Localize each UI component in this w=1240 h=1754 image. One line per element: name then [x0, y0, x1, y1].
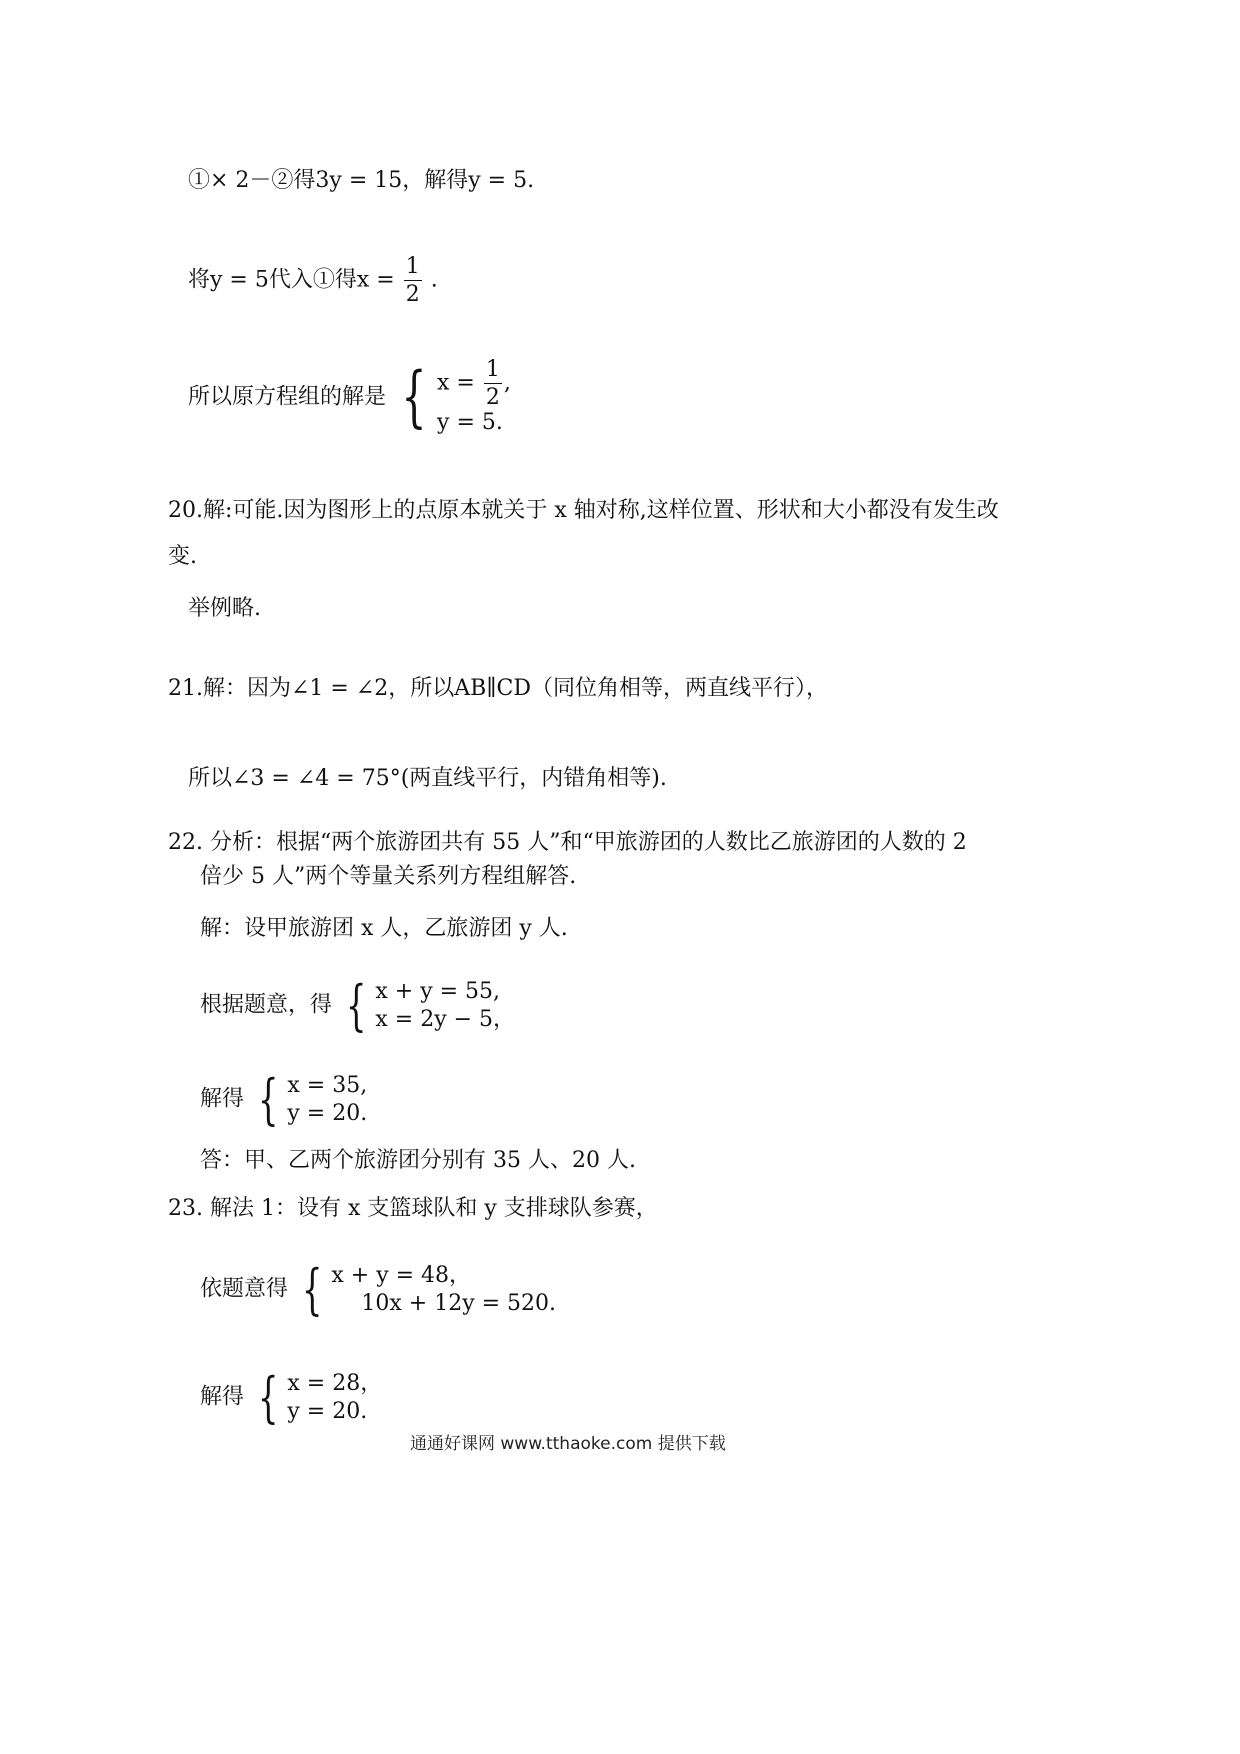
- text-line: 所以原方程组的解是: [188, 384, 387, 410]
- q22-answer: [200, 1150, 636, 1172]
- text-line: 举例略.: [188, 596, 261, 621]
- text-line: 解：设甲旅游团 x 人，乙旅游团 y 人.: [200, 916, 568, 941]
- fraction-numerator: 1: [404, 255, 422, 281]
- text-line: 根据题意，得: [200, 992, 333, 1018]
- q22-line-1: [168, 832, 967, 854]
- left-brace-icon: {: [301, 1257, 323, 1321]
- text-line: 答：甲、乙两个旅游团分别有 35 人、20 人.: [200, 1148, 636, 1173]
- left-brace-icon: {: [401, 358, 427, 436]
- text-line: 解得: [200, 1086, 245, 1112]
- fraction-numerator: 1: [484, 358, 502, 384]
- equation-system: [251, 1365, 383, 1429]
- equation: x + y = 55,: [375, 979, 501, 1004]
- step-eliminate: [188, 170, 534, 192]
- text-line: ①× 2－②得3y = 15，解得y = 5.: [188, 168, 535, 193]
- text-line: 22. 分析：根据“两个旅游团共有 55 人”和“甲旅游团的人数比乙旅游团的人数的 2: [168, 830, 967, 855]
- fraction: [404, 255, 422, 306]
- q22-result: [200, 1067, 368, 1131]
- equation: 10x + 12y = 520.: [361, 1290, 557, 1316]
- equation: y = 20.: [287, 1398, 368, 1424]
- text-line: 倍少 5 人”两个等量关系列方程组解答.: [200, 864, 577, 889]
- equation-system: [339, 973, 516, 1037]
- equation-system: [393, 358, 511, 437]
- punctuation: .: [430, 267, 438, 293]
- equation: x + y = 48，: [331, 1263, 472, 1288]
- fraction-denominator: 2: [485, 385, 500, 411]
- q23-result: [200, 1365, 383, 1429]
- q20-line-1: [168, 500, 999, 522]
- text-line: 所以∠3 = ∠4 = 75°(两直线平行，内错角相等).: [188, 766, 667, 791]
- equation: [437, 358, 511, 409]
- footer-text: 通通好课网 www.tthaoke.com 提供下载: [410, 1434, 726, 1454]
- solution-system: [188, 358, 511, 437]
- q20-line-3: [188, 598, 261, 620]
- left-brace-icon: {: [345, 973, 367, 1037]
- q22-line-3: [200, 918, 568, 940]
- step-substitute: [188, 255, 438, 306]
- equation: y = 20.: [287, 1100, 368, 1126]
- equation-lhs: x =: [437, 370, 475, 396]
- left-brace-icon: {: [257, 1365, 279, 1429]
- page-footer: [410, 1436, 726, 1453]
- q22-system: [200, 973, 516, 1037]
- equation-system: [251, 1067, 368, 1131]
- equation: x = 35,: [287, 1073, 368, 1098]
- q23-line-1: [168, 1198, 658, 1220]
- fraction: [484, 358, 502, 409]
- equation: x = 28，: [287, 1371, 383, 1396]
- q20-line-2: [168, 546, 197, 568]
- text-line: 21.解：因为∠1 = ∠2，所以AB∥CD（同位角相等，两直线平行），: [168, 676, 828, 701]
- punctuation: ,: [503, 370, 511, 396]
- left-brace-icon: {: [257, 1067, 279, 1131]
- equation: y = 5.: [437, 410, 503, 436]
- text-line: 23. 解法 1：设有 x 支篮球队和 y 支排球队参赛，: [168, 1196, 658, 1221]
- q23-system: [200, 1257, 557, 1321]
- q21-line-1: [168, 678, 828, 700]
- q21-line-2: [188, 768, 667, 790]
- text-line: 解得: [200, 1384, 245, 1410]
- fraction-denominator: 2: [405, 282, 420, 308]
- text-line: 20.解:可能.因为图形上的点原本就关于 x 轴对称,这样位置、形状和大小都没有发生改: [168, 498, 999, 523]
- equation-system: [295, 1257, 557, 1321]
- text-line: 将y = 5代入①得x =: [188, 267, 395, 293]
- q22-line-2: [200, 866, 576, 888]
- equation: x = 2y − 5，: [375, 1006, 516, 1032]
- text-line: 依题意得: [200, 1276, 289, 1302]
- text-line: 变.: [168, 544, 197, 569]
